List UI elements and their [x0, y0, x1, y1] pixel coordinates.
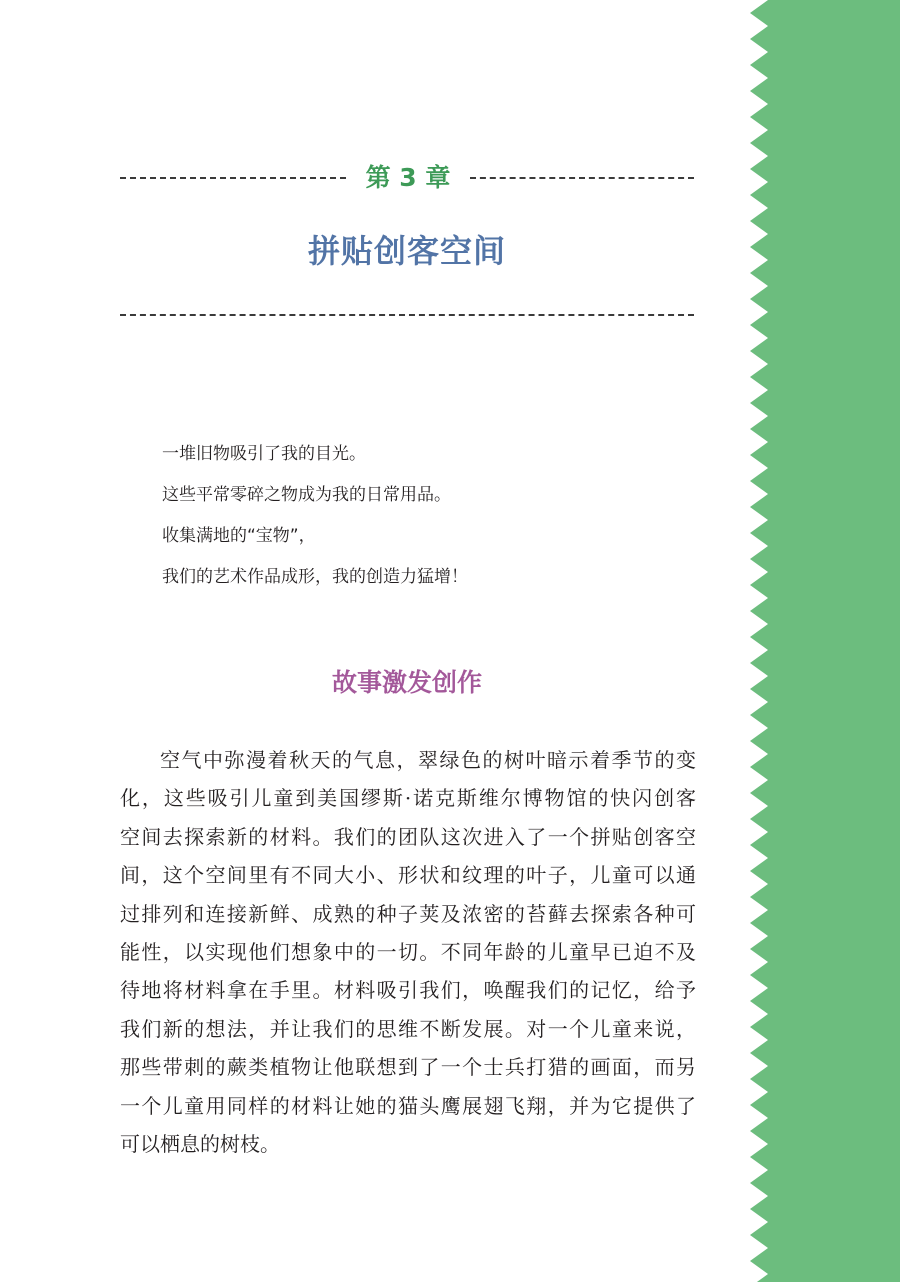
poem-line: 收集满地的“宝物”， [162, 526, 316, 546]
paragraph-line: 空间去探索新的材料。我们的团队这次进入了一个拼贴创客空 [120, 824, 696, 849]
chapter-header [120, 160, 694, 196]
paragraph-line: 化，这些吸引儿童到美国缪斯·诺克斯维尔博物馆的快闪创客 [120, 786, 696, 811]
decorative-green-zigzag-edge [748, 0, 900, 1282]
paragraph-line: 过排列和连接新鲜、成熟的种子荚及浓密的苔藓去探索各种可 [120, 901, 696, 926]
poem-line: 我们的艺术作品成形，我的创造力猛增！ [162, 567, 468, 587]
chapter-number: 第 3 章 [365, 163, 451, 192]
chapter-title: 拼贴创客空间 [307, 232, 506, 270]
poem-line: 一堆旧物吸引了我的目光。 [162, 444, 366, 464]
paragraph-line: 一个儿童用同样的材料让她的猫头鹰展翅飞翔，并为它提供了 [120, 1093, 696, 1118]
paragraph-line: 待地将材料拿在手里。材料吸引我们，唤醒我们的记忆，给予 [120, 978, 696, 1003]
dashed-divider-under-title [120, 314, 694, 316]
paragraph-line: 空气中弥漫着秋天的气息，翠绿色的树叶暗示着季节的变 [160, 748, 696, 772]
paragraph-line: 间，这个空间里有不同大小、形状和纹理的叶子，儿童可以通 [120, 863, 696, 888]
poem-line: 这些平常零碎之物成为我的日常用品。 [162, 485, 451, 505]
paragraph-line: 那些带刺的蕨类植物让他联想到了一个士兵打猎的画面，而另 [120, 1055, 696, 1080]
paragraph-line: 能性，以实现他们想象中的一切。不同年龄的儿童早已迫不及 [120, 939, 696, 964]
body-paragraph [120, 741, 696, 1163]
paragraph-line: 可以栖息的树枝。 [120, 1131, 280, 1156]
dashed-divider-left [120, 177, 346, 179]
section-heading: 故事激发创作 [331, 668, 482, 697]
paragraph-line: 我们新的想法，并让我们的思维不断发展。对一个儿童来说， [120, 1016, 696, 1041]
dashed-divider-right [470, 177, 694, 179]
intro-poem [162, 434, 702, 598]
